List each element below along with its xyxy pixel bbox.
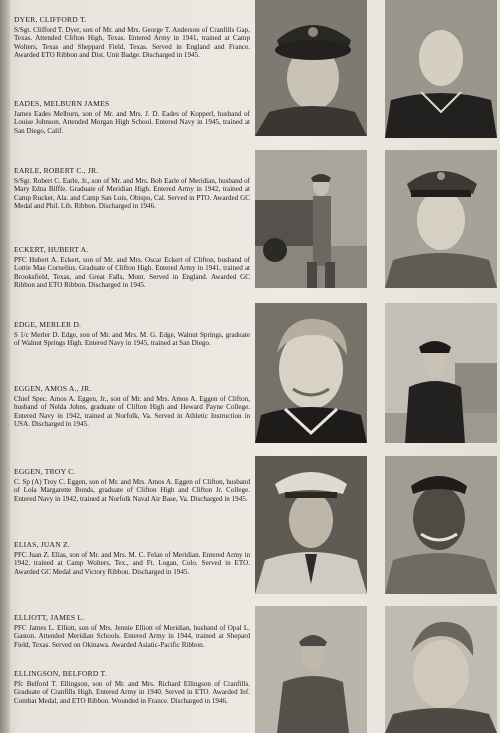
entry-bio: S 1/c Merler D. Edge, son of Mr. and Mrs. M. G. Edge, Walnut Springs, graduate of Walnut Springs High. Entered Navy in 1945, trained at San Diego. — [14, 330, 250, 348]
portrait-photo-elliott — [385, 606, 497, 733]
entry-bio: Pfc Belford T. Ellingson, son of Mr. and Mrs. Richard Ellingson of Cranfills. Graduate of Cranfills High. Entered Army in 1940. Served in ETO. Awarded Inf. Combat Medal, and ETO Ribbon. Wounded in France. Discharged in 1946. — [14, 679, 250, 705]
entry-eades — [14, 100, 250, 135]
entry-bio: James Eades Melburn, son of Mr. and Mrs. J. D. Eades of Kopperl, husband of Louise Johnson. Attended Morgan High School. Entered Navy in 1945, trained at San Diego, Calif. — [14, 109, 250, 135]
portrait-photo-eckert — [385, 150, 497, 288]
entry-earle — [14, 167, 250, 211]
entry-name: DYER, CLIFFORD T. — [14, 15, 87, 24]
page-binding-shadow — [0, 0, 10, 733]
entry-name: EDGE, MERLER D. — [14, 320, 82, 329]
entry-eggen-amos — [14, 385, 250, 429]
entry-dyer — [14, 16, 250, 60]
entry-edge — [14, 321, 250, 348]
portrait-photo-elias — [385, 456, 497, 594]
portrait-photo-eggen-amos — [385, 303, 497, 443]
entry-eggen-troy — [14, 468, 250, 503]
entry-bio: S/Sgt. Robert C. Earle, Jr., son of Mr. and Mrs. Bob Earle of Meridian, husband of Mary Edna Biffle. Graduate of Meridian High. Entered Army in 1942, trained at Camp Rucker, Ala. and Camp San Luis, Obispo, Cal. Served in PTO. Awarded GC Medal and Phil. Lib. Ribbon. Discharged in 1946. — [14, 176, 250, 211]
portrait-photo-dyer — [255, 0, 367, 136]
entry-name: EGGEN, TROY C. — [14, 467, 76, 476]
entry-elias — [14, 541, 250, 576]
portrait-photo-eggen-troy — [255, 456, 367, 594]
entry-name: ELLIOTT, JAMES L. — [14, 613, 85, 622]
entry-name: ECKERT, HUBERT A. — [14, 245, 89, 254]
entry-bio: PFC James L. Elliott, son of Mrs. Jennie Elliott of Meridian, husband of Opal L. Gaston. Attended Meridian Schools. Entered Army in 1944, trained at Shepard Field, Texas. Served on Okinawa. Awarded Asiatic-Pacific Ribbon. — [14, 623, 250, 649]
entry-name: EGGEN, AMOS A., JR. — [14, 384, 92, 393]
entry-bio: C. Sp (A) Troy C. Eggen, son of Mr. and Mrs. Amos A. Eggen of Clifton, husband of Lola Margarette Bonds, graduate of Clifton High and Clifton Jr. College. Entered Navy in 1942, trained at Norfolk Naval Air Base, Va. Discharged in 1945. — [14, 477, 250, 503]
entry-name: EADES, MELBURN JAMES — [14, 99, 110, 108]
entry-eckert — [14, 246, 250, 290]
entry-bio: S/Sgt. Clifford T. Dyer, son of Mr. and Mrs. George T. Anderson of Cranfills Gap, Texas. Attended Clifton High, Texas. Entered Army in 1941, trained at Camp Wolters, Texas and Sheppard Field, Texas. Served in England and France. Awarded ETO Ribbon and Dist. Unit Badge. Discharged in 1945. — [14, 25, 250, 60]
portrait-photo-eades — [385, 0, 497, 138]
entry-bio: PFC Hubert A. Eckert, son of Mr. and Mrs. Oscar Eckert of Clifton, husband of Lottie Mae Cornelius. Graduate of Clifton High. Entered Army in 1941, trained at Brooksfield, Texas, and Great Falls, Mont. Served in England. Awarded GC Ribbon and ETO Ribbon. Discharged in 1945. — [14, 255, 250, 290]
entry-name: ELIAS, JUAN Z. — [14, 540, 70, 549]
entry-elliott — [14, 614, 250, 649]
entry-bio: Chief Spec. Amos A. Eggen, Jr., son of Mr. and Mrs. Amos A. Eggen of Clifton, husband of Nelda Johns, graduate of Clifton High and Heward Payne College. Entered Navy in 1942, trained at Norfolk, Va. Served in Athletic Instruction in USA. Discharged in 1945. — [14, 394, 250, 429]
portrait-photo-edge — [255, 303, 367, 443]
entry-name: ELLINGSON, BELFORD T. — [14, 669, 107, 678]
entry-bio: PFC Juan Z. Elias, son of Mr. and Mrs. M. C. Felan of Meridian. Entered Army in 1942, trained at Camp Wolters, Tex., and Ft. Logan, Colo. Served in ETO. Awarded GC Medal and Victory Ribbon. Discharged in 1945. — [14, 550, 250, 576]
portrait-photo-ellingson — [255, 606, 367, 733]
portrait-photo-earle — [255, 150, 367, 288]
entry-name: EARLE, ROBERT C., JR. — [14, 166, 99, 175]
entry-ellingson — [14, 670, 250, 705]
